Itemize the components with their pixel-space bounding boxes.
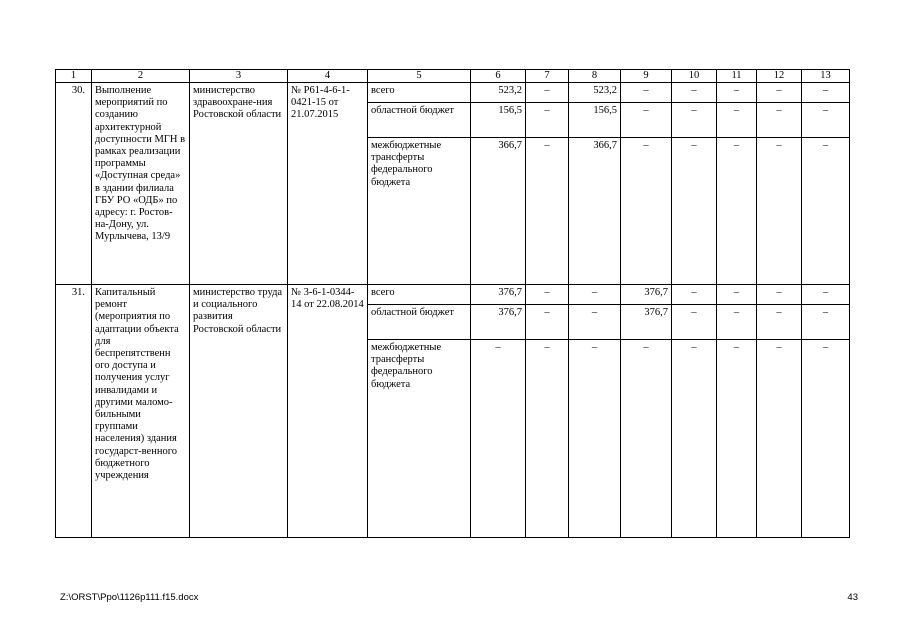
amount-cell: – [672,305,717,340]
funding-source: межбюджетные трансферты федерального бюджета [368,340,471,538]
funding-source: областной бюджет [368,103,471,138]
header-cell: 11 [717,70,757,83]
amount-cell: – [526,103,569,138]
header-cell: 13 [802,70,850,83]
responsible-org: министерство труда и социального развития Ростовской области [190,285,288,538]
amount-cell: 366,7 [471,138,526,285]
row-number: 31. [56,285,92,538]
amount-cell: – [526,138,569,285]
responsible-org: министерство здравоохране-ния Ростовской области [190,83,288,285]
amount-cell: – [717,340,757,538]
file-path: Z:\ORST\Ppo\1126p111.f15.docx [60,592,199,603]
amount-cell: – [757,340,802,538]
row-number: 30. [56,83,92,285]
amount-cell: – [802,103,850,138]
amount-cell: 376,7 [471,305,526,340]
amount-cell: – [672,83,717,103]
event-name: Выполнение мероприятий по созданию архитектурной доступности МГН в рамках реализации программы «Доступная среда» в здании филиала ГБУ РО «ОДБ» по адресу: г. Ростов-на-Дону, ул. Мурлычева, 13/9 [92,83,190,285]
funding-source: областной бюджет [368,305,471,340]
table-row [56,83,850,103]
amount-cell: – [802,138,850,285]
amount-cell: – [621,83,672,103]
header-cell: 10 [672,70,717,83]
amount-cell: – [672,340,717,538]
amount-cell: – [672,285,717,305]
amount-cell: 376,7 [471,285,526,305]
funding-source: всего [368,285,471,305]
amount-cell: – [757,83,802,103]
amount-cell: – [569,305,621,340]
amount-cell: – [526,285,569,305]
amount-cell: 523,2 [471,83,526,103]
amount-cell: – [621,103,672,138]
amount-cell: – [757,138,802,285]
amount-cell: 376,7 [621,285,672,305]
amount-cell: 523,2 [569,83,621,103]
amount-cell: – [802,83,850,103]
amount-cell: – [802,305,850,340]
amount-cell: – [672,103,717,138]
event-name: Капитальный ремонт (мероприятия по адаптации объекта для беспрепятственн ого доступа и получения услуг инвалидами и другими маломо-бильными группами населения) здания государст-венного бюджетного учреждения [92,285,190,538]
amount-cell: – [717,305,757,340]
amount-cell: – [802,340,850,538]
amount-cell: – [569,340,621,538]
document-ref: № 3-6-1-0344-14 от 22.08.2014 [288,285,368,538]
amount-cell: – [757,305,802,340]
amount-cell: – [621,138,672,285]
amount-cell: – [526,83,569,103]
amount-cell: 156,5 [569,103,621,138]
amount-cell: 156,5 [471,103,526,138]
header-cell: 12 [757,70,802,83]
header-cell: 6 [471,70,526,83]
amount-cell: – [717,103,757,138]
amount-cell: – [526,340,569,538]
header-cell: 3 [190,70,288,83]
amount-cell: 376,7 [621,305,672,340]
amount-cell: – [621,340,672,538]
funding-source: межбюджетные трансферты федерального бюджета [368,138,471,285]
header-row [56,70,850,83]
funding-source: всего [368,83,471,103]
amount-cell: – [471,340,526,538]
amount-cell: – [717,285,757,305]
amount-cell: – [672,138,717,285]
amount-cell: 366,7 [569,138,621,285]
header-cell: 4 [288,70,368,83]
amount-cell: – [757,285,802,305]
document-ref: № Р61-4-6-1-0421-15 от 21.07.2015 [288,83,368,285]
header-cell: 5 [368,70,471,83]
program-table [55,69,850,538]
amount-cell: – [802,285,850,305]
header-cell: 7 [526,70,569,83]
amount-cell: – [717,138,757,285]
amount-cell: – [526,305,569,340]
table-row [56,285,850,305]
amount-cell: – [717,83,757,103]
header-cell: 1 [56,70,92,83]
amount-cell: – [757,103,802,138]
header-cell: 8 [569,70,621,83]
header-cell: 9 [621,70,672,83]
amount-cell: – [569,285,621,305]
header-cell: 2 [92,70,190,83]
page-number: 43 [847,592,858,603]
